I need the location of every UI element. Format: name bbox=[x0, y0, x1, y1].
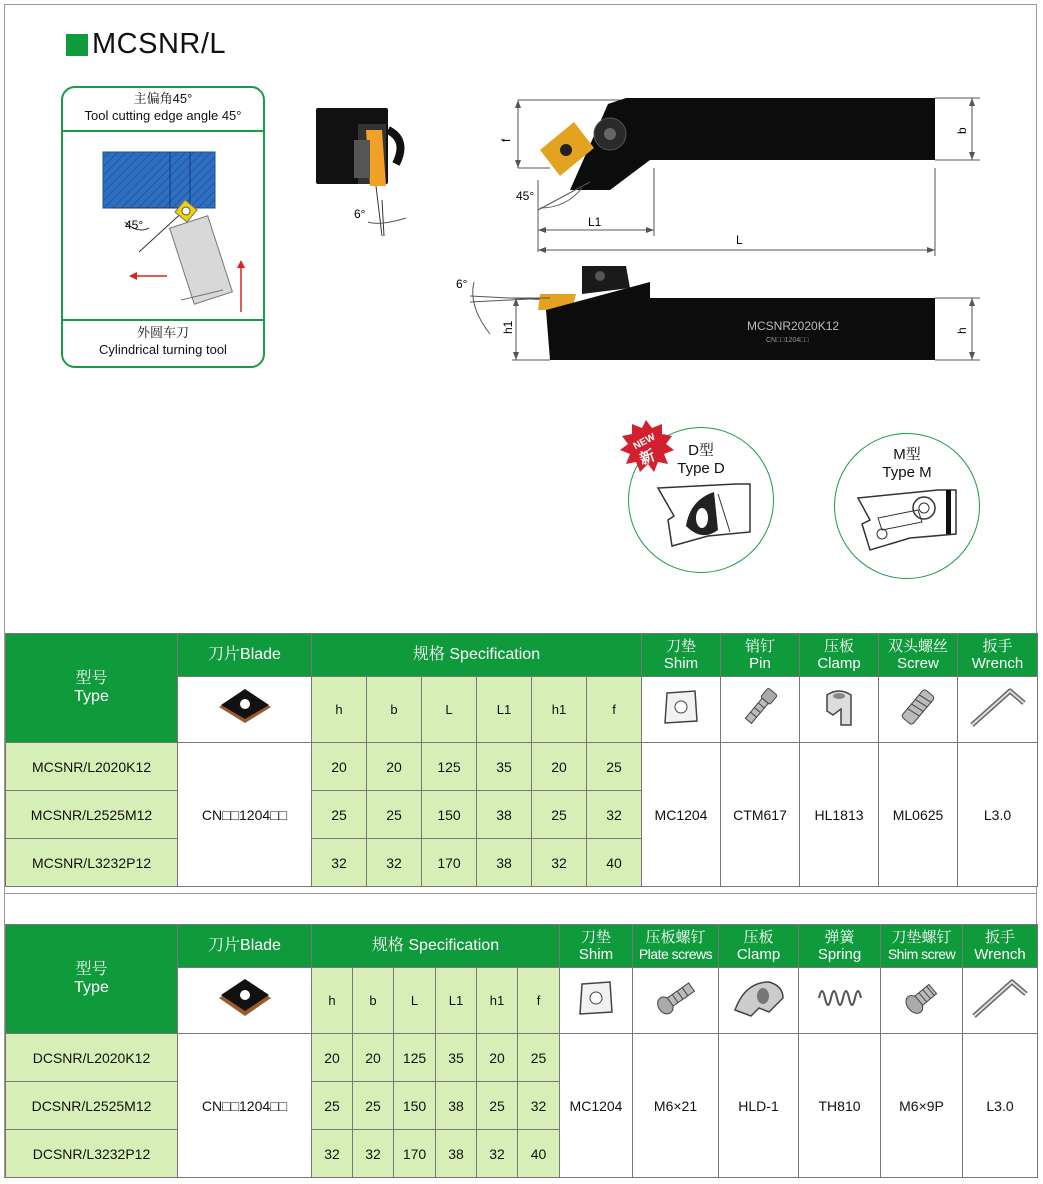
screw-icon bbox=[898, 685, 938, 729]
front-view-drawing bbox=[450, 258, 990, 370]
model-cell: MCSNR/L3232P12 bbox=[6, 839, 178, 887]
section-divider bbox=[4, 893, 1037, 894]
type-header-cn: 型号 bbox=[75, 670, 108, 687]
val-f: 32 bbox=[587, 791, 642, 839]
col-h: h bbox=[312, 677, 367, 743]
wrench-value: L3.0 bbox=[963, 1034, 1038, 1178]
new-badge-cn: 新 bbox=[637, 446, 658, 469]
model-cell: MCSNR/L2525M12 bbox=[6, 791, 178, 839]
val-h1: 32 bbox=[477, 1130, 518, 1178]
plate-screw-icon bbox=[651, 976, 701, 1020]
val-h1: 20 bbox=[532, 743, 587, 791]
col-h1: h1 bbox=[477, 968, 518, 1034]
col-L: L bbox=[422, 677, 477, 743]
col-L1: L1 bbox=[477, 677, 532, 743]
plate-screw-image-cell bbox=[633, 968, 719, 1034]
model-cell: DCSNR/L3232P12 bbox=[6, 1130, 178, 1178]
spring-icon bbox=[815, 978, 865, 1018]
val-L: 150 bbox=[394, 1082, 436, 1130]
part-header-shim-screw: 刀垫螺钉 Shim screw bbox=[881, 925, 963, 968]
label-h1: h1 bbox=[501, 320, 515, 334]
val-f: 40 bbox=[587, 839, 642, 887]
blade-header: 刀片Blade bbox=[178, 925, 312, 968]
type-d-drawing bbox=[646, 480, 756, 548]
wrench-icon bbox=[970, 976, 1030, 1020]
val-f: 25 bbox=[587, 743, 642, 791]
blade-insert-icon bbox=[215, 976, 275, 1020]
label-b: b bbox=[955, 127, 969, 134]
label-h: h bbox=[955, 327, 969, 334]
blade-value: CN□□1204□□ bbox=[178, 1034, 312, 1178]
shim-screw-icon bbox=[900, 976, 944, 1020]
side-angle-label: 6° bbox=[354, 207, 366, 221]
val-L: 125 bbox=[422, 743, 477, 791]
blade-insert-icon bbox=[215, 687, 275, 727]
type-d-en: Type D bbox=[677, 460, 725, 477]
part-header-shim: 刀垫 Shim bbox=[560, 925, 633, 968]
col-f: f bbox=[587, 677, 642, 743]
type-header bbox=[6, 925, 178, 1034]
title-square-icon bbox=[66, 34, 88, 56]
shim-value: MC1204 bbox=[560, 1034, 633, 1178]
cutting-diagram bbox=[63, 130, 263, 326]
spec-table-dcsnr bbox=[5, 924, 1038, 1178]
val-f: 40 bbox=[518, 1130, 560, 1178]
engraving-small: CN□□1204□□ bbox=[766, 337, 809, 344]
val-h: 25 bbox=[312, 1082, 353, 1130]
col-f: f bbox=[518, 968, 560, 1034]
clamp-image-cell bbox=[719, 968, 799, 1034]
part-header-pin: 销钉 Pin bbox=[721, 634, 800, 677]
shim-icon bbox=[576, 978, 616, 1018]
part-header-wrench: 扳手 Wrench bbox=[958, 634, 1038, 677]
spec-header: 规格 Specification bbox=[312, 925, 560, 968]
title-text: MCSNR/L bbox=[92, 28, 227, 60]
val-f: 32 bbox=[518, 1082, 560, 1130]
wrench-value: L3.0 bbox=[958, 743, 1038, 887]
val-L1: 35 bbox=[477, 743, 532, 791]
shim-icon bbox=[661, 687, 701, 727]
val-L: 170 bbox=[422, 839, 477, 887]
spec-header: 规格 Specification bbox=[312, 634, 642, 677]
wrench-image-cell bbox=[958, 677, 1038, 743]
cutting-angle-card bbox=[61, 86, 265, 368]
val-b: 25 bbox=[367, 791, 422, 839]
card-angle-label: 45° bbox=[125, 218, 144, 232]
spring-image-cell bbox=[799, 968, 881, 1034]
top-view-drawing bbox=[490, 90, 990, 260]
side-view-drawing bbox=[310, 100, 420, 240]
new-badge-icon bbox=[612, 418, 682, 482]
type-header-en: Type bbox=[74, 979, 109, 996]
val-b: 25 bbox=[353, 1082, 394, 1130]
col-L1: L1 bbox=[436, 968, 477, 1034]
blade-image-cell bbox=[178, 677, 312, 743]
type-m-drawing bbox=[852, 484, 962, 554]
card-footer-cn: 外圆车刀 bbox=[136, 325, 189, 340]
model-cell: MCSNR/L2020K12 bbox=[6, 743, 178, 791]
card-footer bbox=[63, 319, 263, 366]
type-header-en: Type bbox=[74, 688, 109, 705]
spec-table-mcsnr bbox=[5, 633, 1038, 887]
shim-screw-value: M6×9P bbox=[881, 1034, 963, 1178]
type-m-cn: M型 bbox=[893, 446, 921, 463]
col-L: L bbox=[394, 968, 436, 1034]
val-h: 20 bbox=[312, 1034, 353, 1082]
part-header-plate-screws: 压板螺钉 Plate screws bbox=[633, 925, 719, 968]
shim-image-cell bbox=[642, 677, 721, 743]
shim-screw-image-cell bbox=[881, 968, 963, 1034]
col-b: b bbox=[367, 677, 422, 743]
val-L: 125 bbox=[394, 1034, 436, 1082]
val-h1: 25 bbox=[532, 791, 587, 839]
val-h: 20 bbox=[312, 743, 367, 791]
spring-value: TH810 bbox=[799, 1034, 881, 1178]
clamp-value: HL1813 bbox=[800, 743, 879, 887]
clamp-image-cell bbox=[800, 677, 879, 743]
blade-value: CN□□1204□□ bbox=[178, 743, 312, 887]
part-header-spring: 弹簧 Spring bbox=[799, 925, 881, 968]
card-title-en: Tool cutting edge angle 45° bbox=[84, 108, 242, 123]
card-header bbox=[63, 88, 263, 132]
val-b: 20 bbox=[367, 743, 422, 791]
label-L: L bbox=[736, 233, 743, 247]
pin-value: CTM617 bbox=[721, 743, 800, 887]
label-6-front: 6° bbox=[456, 277, 468, 291]
part-header-clamp: 压板 Clamp bbox=[800, 634, 879, 677]
col-h: h bbox=[312, 968, 353, 1034]
clamp-icon bbox=[819, 685, 859, 729]
val-L1: 38 bbox=[477, 791, 532, 839]
val-L: 170 bbox=[394, 1130, 436, 1178]
label-L1: L1 bbox=[588, 215, 602, 229]
val-h1: 32 bbox=[532, 839, 587, 887]
val-L1: 38 bbox=[436, 1082, 477, 1130]
page-title bbox=[66, 28, 226, 61]
val-b: 20 bbox=[353, 1034, 394, 1082]
pin-image-cell bbox=[721, 677, 800, 743]
val-f: 25 bbox=[518, 1034, 560, 1082]
val-L1: 38 bbox=[477, 839, 532, 887]
val-h1: 20 bbox=[477, 1034, 518, 1082]
type-header bbox=[6, 634, 178, 743]
val-L: 150 bbox=[422, 791, 477, 839]
type-d-cn: D型 bbox=[688, 442, 714, 459]
blade-header: 刀片Blade bbox=[178, 634, 312, 677]
label-f: f bbox=[499, 138, 513, 142]
shim-image-cell bbox=[560, 968, 633, 1034]
val-h: 25 bbox=[312, 791, 367, 839]
card-title-cn: 主偏角45° bbox=[133, 91, 193, 106]
part-header-clamp: 压板 Clamp bbox=[719, 925, 799, 968]
col-h1: h1 bbox=[532, 677, 587, 743]
part-header-screw: 双头螺丝 Screw bbox=[879, 634, 958, 677]
blade-image-cell bbox=[178, 968, 312, 1034]
screw-image-cell bbox=[879, 677, 958, 743]
plate-screw-value: M6×21 bbox=[633, 1034, 719, 1178]
card-footer-en: Cylindrical turning tool bbox=[99, 342, 227, 357]
wrench-image-cell bbox=[963, 968, 1038, 1034]
val-h1: 25 bbox=[477, 1082, 518, 1130]
new-badge-text: NEW bbox=[631, 431, 658, 453]
clamp-icon bbox=[729, 976, 789, 1020]
val-L1: 35 bbox=[436, 1034, 477, 1082]
part-header-shim: 刀垫 Shim bbox=[642, 634, 721, 677]
type-m-circle bbox=[834, 433, 980, 579]
val-b: 32 bbox=[353, 1130, 394, 1178]
shim-value: MC1204 bbox=[642, 743, 721, 887]
part-header-wrench: 扳手 Wrench bbox=[963, 925, 1038, 968]
model-cell: DCSNR/L2525M12 bbox=[6, 1082, 178, 1130]
model-cell: DCSNR/L2020K12 bbox=[6, 1034, 178, 1082]
val-h: 32 bbox=[312, 1130, 353, 1178]
val-L1: 38 bbox=[436, 1130, 477, 1178]
engraving-text: MCSNR2020K12 bbox=[747, 319, 840, 333]
pin-icon bbox=[740, 685, 780, 729]
type-header-cn: 型号 bbox=[75, 961, 108, 978]
label-45: 45° bbox=[516, 189, 535, 203]
clamp-value: HLD-1 bbox=[719, 1034, 799, 1178]
screw-value: ML0625 bbox=[879, 743, 958, 887]
type-m-en: Type M bbox=[882, 464, 932, 481]
col-b: b bbox=[353, 968, 394, 1034]
val-h: 32 bbox=[312, 839, 367, 887]
val-b: 32 bbox=[367, 839, 422, 887]
wrench-icon bbox=[968, 685, 1028, 729]
